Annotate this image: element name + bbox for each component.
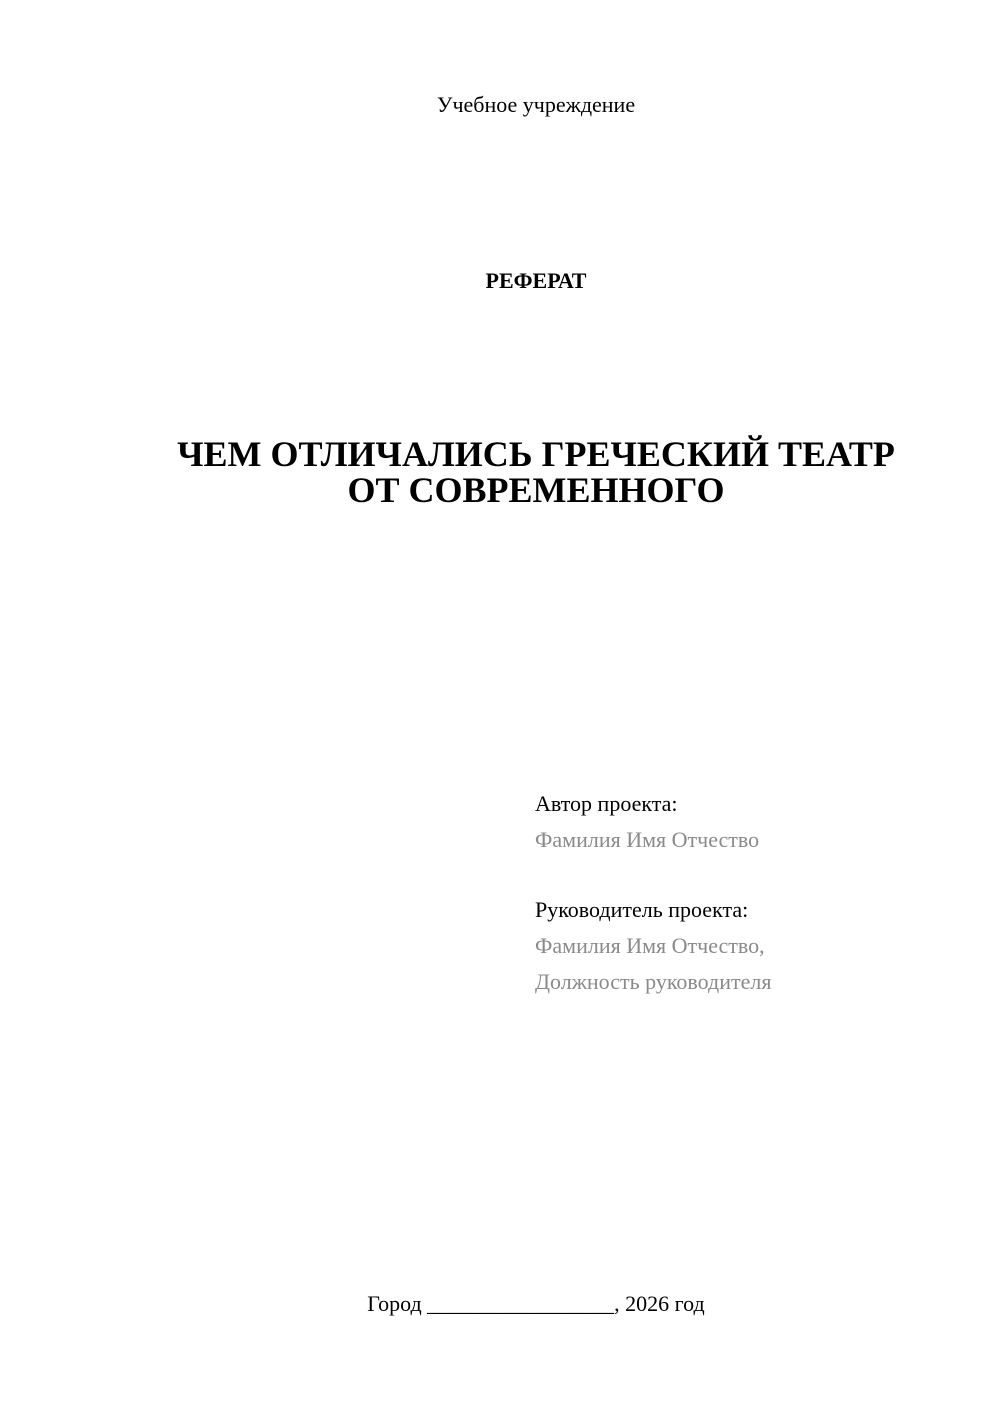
document-type: РЕФЕРАТ (485, 268, 587, 293)
document-title (100, 436, 972, 508)
supervisor-position: Должность руководителя (535, 969, 772, 994)
supervisor-label: Руководитель проекта: (535, 897, 749, 922)
author-label: Автор проекта: (535, 791, 678, 816)
author-block (535, 786, 975, 858)
institution-name: Учебное учреждение (436, 92, 636, 117)
supervisor-block (535, 892, 975, 1000)
document-title-line-1: ЧЕМ ОТЛИЧАЛИСЬ ГРЕЧЕСКИЙ ТЕАТР (177, 434, 895, 474)
document-title-line-2: ОТ СОВРЕМЕННОГО (347, 470, 725, 510)
supervisor-name: Фамилия Имя Отчество, (535, 933, 765, 958)
author-name: Фамилия Имя Отчество (535, 827, 760, 852)
city-year-line: Город _________________, 2026 год (367, 1291, 705, 1316)
